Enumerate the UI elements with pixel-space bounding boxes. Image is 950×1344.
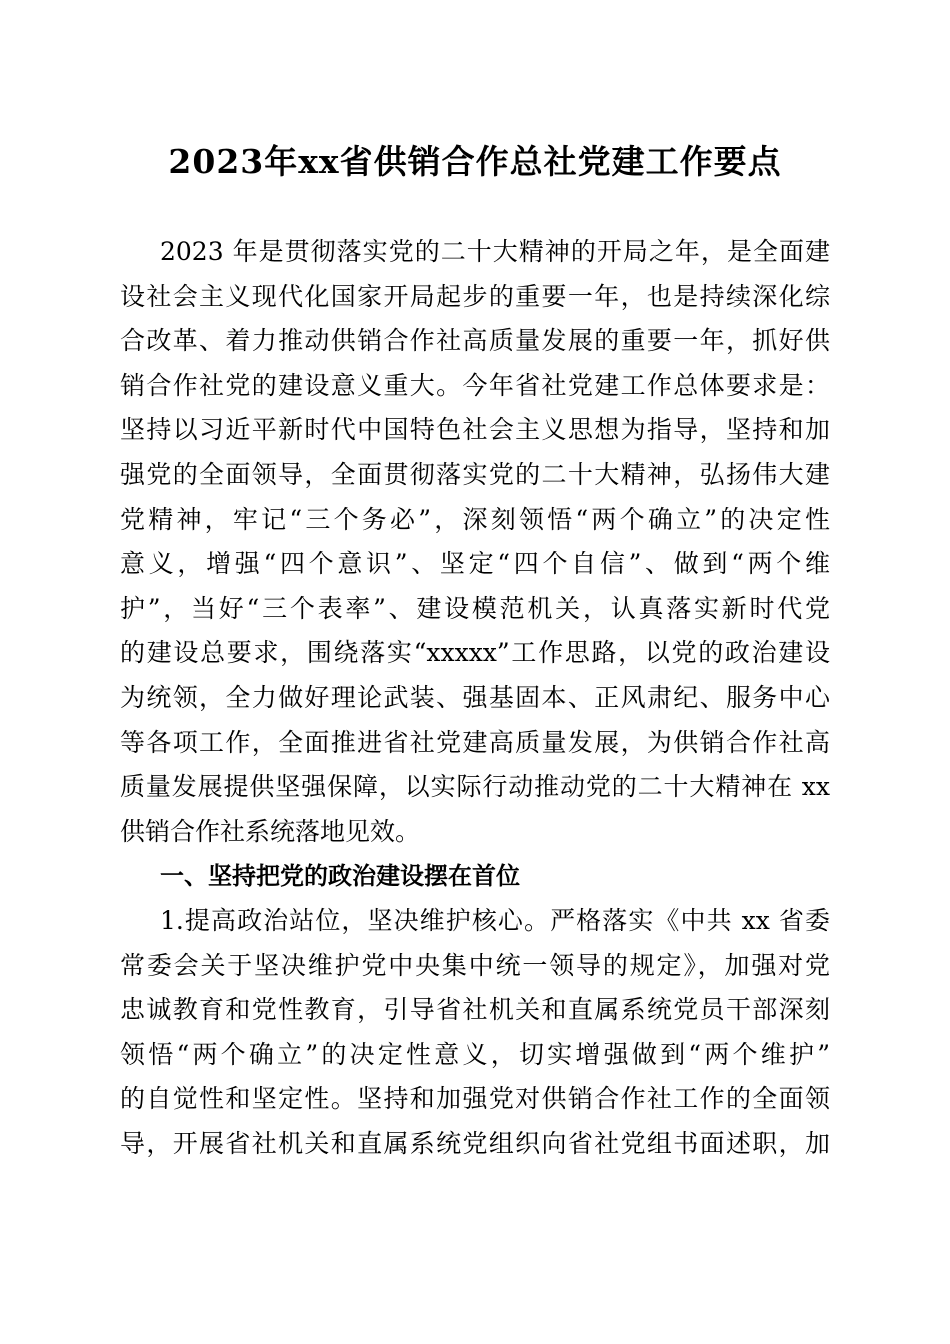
- item-1-paragraph: [120, 899, 830, 1167]
- paragraph-line: 合改革、着力推动供销合作社高质量发展的重要一年，抓好供: [120, 326, 830, 356]
- paragraph-line: 质量发展提供坚强保障，以实际行动推动党的二十大精神在 xx: [120, 772, 830, 802]
- intro-paragraph: [120, 230, 830, 854]
- paragraph-line: 的建设总要求，围绕落实“xxxxx”工作思路，以党的政治建设: [120, 638, 830, 668]
- paragraph-line: 导，开展省社机关和直属系统党组织向省社党组书面述职，加: [120, 1128, 830, 1158]
- document-title: 2023年xx省供销合作总社党建工作要点: [168, 142, 782, 181]
- paragraph-line: 供销合作社系统落地见效。: [120, 816, 421, 846]
- paragraph-line: 为统领，全力做好理论武装、强基固本、正风肃纪、服务中心: [120, 682, 830, 712]
- paragraph-line: 1.提高政治站位，坚决维护核心。严格落实《中共 xx 省委: [160, 905, 830, 935]
- paragraph-line: 常委会关于坚决维护党中央集中统一领导的规定》，加强对党: [120, 950, 830, 980]
- document-body: [120, 230, 830, 1166]
- paragraph-line: 2023 年是贯彻落实党的二十大精神的开局之年，是全面建: [160, 237, 830, 266]
- paragraph-line: 等各项工作，全面推进省社党建高质量发展，为供销合作社高: [120, 727, 830, 757]
- paragraph-line: 强党的全面领导，全面贯彻落实党的二十大精神，弘扬伟大建: [120, 459, 830, 489]
- paragraph-line: 销合作社党的建设意义重大。今年省社党建工作总体要求是：: [120, 370, 830, 400]
- paragraph-line: 的自觉性和坚定性。坚持和加强党对供销合作社工作的全面领: [120, 1084, 830, 1114]
- section-heading: 一、坚持把党的政治建设摆在首位: [160, 862, 520, 891]
- paragraph-line: 护”，当好“三个表率”、建设模范机关，认真落实新时代党: [120, 593, 830, 623]
- paragraph-line: 党精神，牢记“三个务必”，深刻领悟“两个确立”的决定性: [120, 504, 830, 534]
- paragraph-line: 设社会主义现代化国家开局起步的重要一年，也是持续深化综: [120, 281, 830, 311]
- paragraph-line: 领悟“两个确立”的决定性意义，切实增强做到“两个维护”: [120, 1039, 830, 1069]
- paragraph-line: 忠诚教育和党性教育，引导省社机关和直属系统党员干部深刻: [120, 995, 830, 1025]
- paragraph-line: 意义，增强“四个意识”、坚定“四个自信”、做到“两个维: [120, 549, 830, 579]
- paragraph-line: 坚持以习近平新时代中国特色社会主义思想为指导，坚持和加: [120, 415, 830, 445]
